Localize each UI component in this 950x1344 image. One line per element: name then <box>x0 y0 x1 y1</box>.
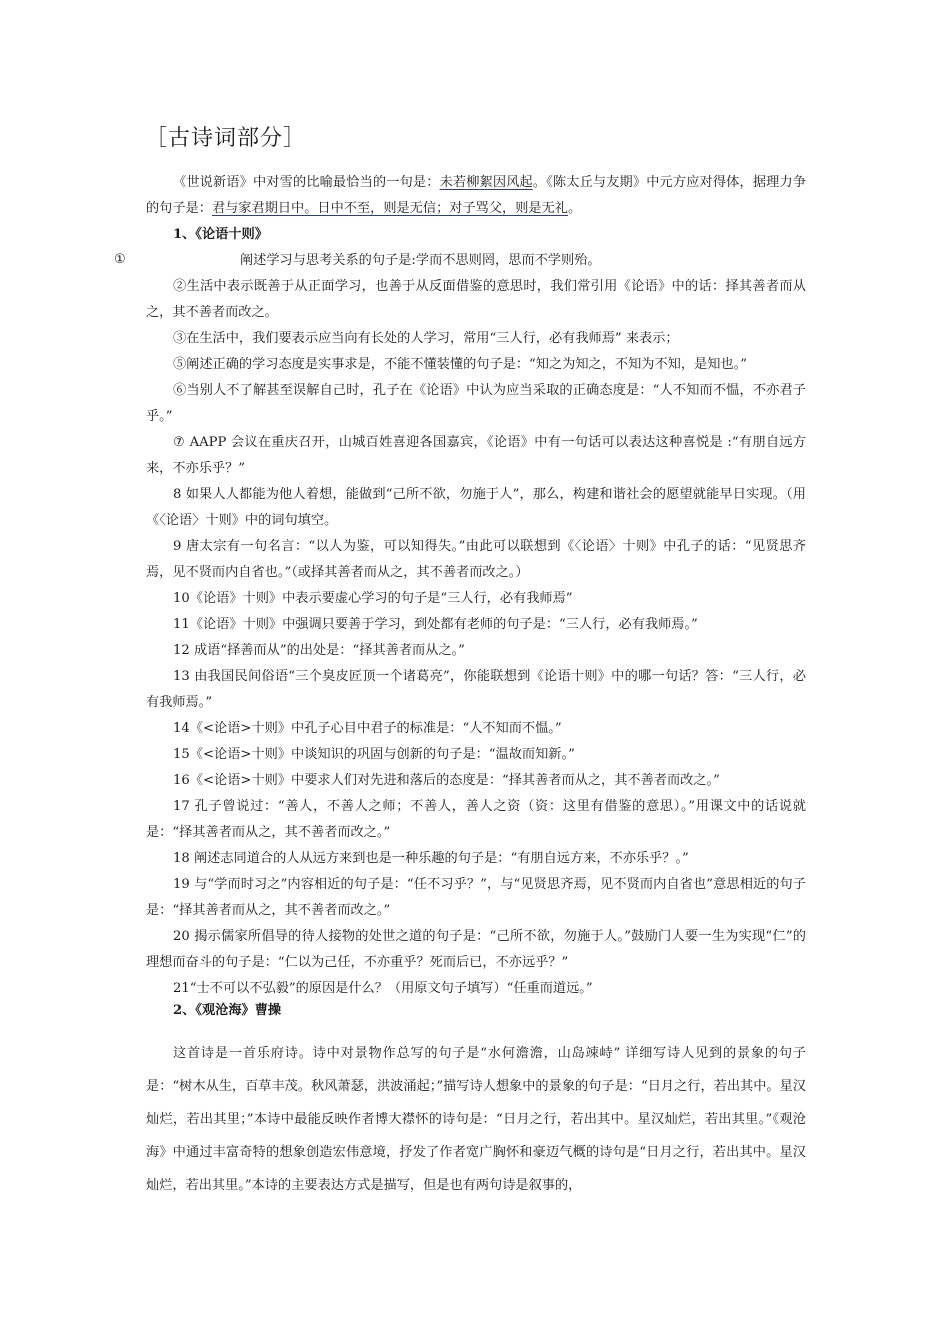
item-marker: ① <box>114 252 126 267</box>
lunyu-item: 16《<论语>十则》中要求人们对先进和落后的态度是：“择其善者而从之，其不善者而改之。” <box>173 773 720 788</box>
guancanghai-paragraph-block <box>146 1037 806 1202</box>
intro-text <box>146 170 806 222</box>
lunyu-item: ⑤阐述正确的学习态度是实事求是，不能不懂装懂的句子是：“知之为知之，不知为不知，是知也。” <box>173 357 747 372</box>
lunyu-item: 19 与“学而时习之”内容相近的句子是：“任不习乎？”，与“见贤思齐焉，见不贤而内自省也”意思相近的句子是：“择其善者而从之，其不善者而改之。” <box>146 877 806 918</box>
intro-text-2: 。《陈太丘与友期》中元方应对得体，据理力争的句子是： <box>146 175 807 216</box>
lunyu-item: 12 成语“择善而从”的出处是：“择其善者而从之。” <box>173 643 465 658</box>
lunyu-item: 14《<论语>十则》中孔子心目中君子的标准是：“人不知而不愠。” <box>173 721 562 736</box>
guancanghai-paragraph: 这首诗是一首乐府诗。诗中对景物作总写的句子是“水何澹澹，山岛竦峙” 详细写诗人见到的景象的句子是：“树木从生，百草丰茂。秋风萧瑟，洪波涌起；”描写诗人想象中的景象的句子是：“日月之行，若出其中。星汉灿烂，若出其里；”本诗中最能反映作者博大襟怀的诗句是：“日月之行，若出其中。星汉灿烂，若出其里。”《观沧海》中通过丰富奇特的想象创造宏伟意境，抒发了作者宽广胸怀和豪迈气概的诗句是“日月之行，若出其中。星汉灿烂，若出其里。”本诗的主要表达方式是描写，但是也有两句诗是叙事的， <box>146 1046 806 1193</box>
intro-text-3: 。 <box>568 201 582 216</box>
section-lunyu <box>146 222 806 1002</box>
lunyu-item: 20 揭示儒家所倡导的待人接物的处世之道的句子是：“己所不欲，勿施于人。”鼓励门人要一生为实现“仁”的理想而奋斗的句子是：“仁以为己任，不亦重乎？死而后已，不亦远乎？” <box>146 929 806 970</box>
lunyu-item: 18 阐述志同道合的人从远方来到也是一种乐趣的句子是：“有朋自远方来，不亦乐乎？。” <box>173 851 689 866</box>
lunyu-item: ②生活中表示既善于从正面学习，也善于从反面借鉴的意思时，我们常引用《论语》中的话：择其善者而从之，其不善者而改之。 <box>146 279 806 320</box>
page-title: ［古诗词部分］ <box>145 126 307 151</box>
lunyu-item: 15《<论语>十则》中谈知识的巩固与创新的句子是：“温故而知新。” <box>173 747 575 762</box>
section-heading-lunyu: 1、《论语十则》 <box>173 227 268 242</box>
lunyu-item: 10《论语》十则》中表示要虚心学习的句子是“三人行，必有我师焉” <box>173 591 573 606</box>
answer-underlined-1: 未若柳絮因风起 <box>439 175 533 190</box>
intro-text-1: 《世说新语》中对雪的比喻最恰当的一句是： <box>173 175 440 190</box>
lunyu-item: 8 如果人人都能为他人着想，能做到“己所不欲，勿施于人”，那么，构建和谐社会的愿望就能早日实现。（用《〈论语〉十则》中的词句填空。 <box>146 487 806 528</box>
lunyu-item: 11《论语》十则》中强调只要善于学习，到处都有老师的句子是：“三人行，必有我师焉。” <box>173 617 698 632</box>
lunyu-item: 9 唐太宗有一句名言：“以人为鉴，可以知得失。”由此可以联想到《〈论语〉十则》中孔子的话：“见贤思齐焉，见不贤而内自省也。”（或择其善者而从之，其不善者而改之。） <box>146 539 806 580</box>
lunyu-item-1: 阐述学习与思考关系的句子是:学而不思则罔，思而不学则殆。 <box>240 253 601 268</box>
lunyu-item: 13 由我国民间俗语“三个臭皮匠顶一个诸葛亮”，你能联想到《论语十则》中的哪一句话？答：“三人行，必有我师焉。” <box>146 669 806 710</box>
lunyu-item: 21“士不可以不弘毅”的原因是什么？（用原文句子填写）“任重而道远。” <box>173 981 593 996</box>
lunyu-item: ⑥当别人不了解甚至误解自己时，孔子在《论语》中认为应当采取的正确态度是：“人不知而不愠，不亦君子乎。” <box>146 383 806 424</box>
lunyu-item: ⑦ AAPP 会议在重庆召开，山城百姓喜迎各国嘉宾，《论语》中有一句话可以表达这种喜悦是 :“有朋自远方来，不亦乐乎？” <box>146 435 806 476</box>
lunyu-item: ③在生活中，我们要表示应当向有长处的人学习，常用“三人行，必有我师焉” 来表示； <box>173 331 679 346</box>
section-guancanghai <box>146 998 806 1024</box>
lunyu-item: 17 孔子曾说过：“善人，不善人之师；不善人，善人之资（资：这里有借鉴的意思）。”用课文中的话说就是：“择其善者而从之，其不善者而改之。” <box>146 799 806 840</box>
section-heading-guancanghai: 2、《观沧海》曹操 <box>173 1003 282 1018</box>
intro-paragraph <box>146 170 806 222</box>
answer-underlined-2: 君与家君期日中。日中不至，则是无信；对子骂父，则是无礼 <box>211 201 568 216</box>
